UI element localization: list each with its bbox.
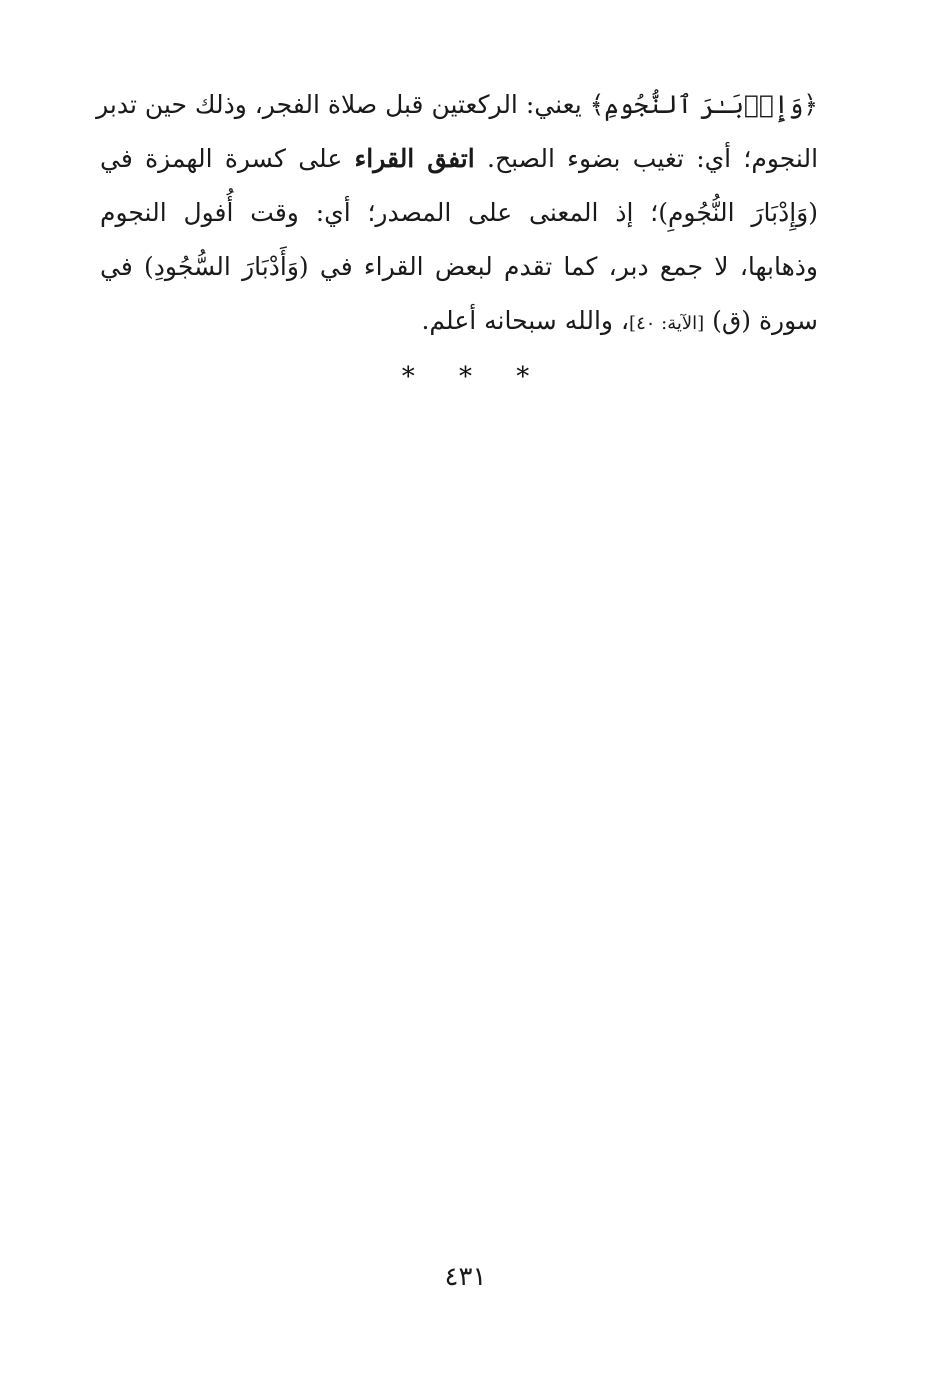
line-text: على كسرة الهمزة في	[100, 144, 355, 173]
line-text: ، والله سبحانه أعلم.	[421, 306, 630, 335]
line-text: سورة (ق)	[704, 306, 818, 335]
text-line-2	[100, 132, 818, 186]
verse-reference: [الآية: ٤٠]	[629, 313, 705, 334]
text-line-3	[100, 186, 818, 240]
section-separator: * * *	[401, 362, 548, 392]
quran-phrase: ﴿وَإِدۡبَـٰرَ ٱلنُّجُومِ﴾	[589, 90, 818, 119]
text-line-1	[96, 78, 818, 132]
text-line-4	[100, 240, 818, 294]
text-line-5	[100, 294, 818, 348]
bold-phrase: اتفق القراء	[354, 144, 475, 173]
line-text: (وَإِدْبَارَ النُّجُومِ)؛ إذ المعنى على المصدر؛ أي: وقت أُفول النجوم	[100, 198, 818, 227]
line-text: وذهابها، لا جمع دبر، كما تقدم لبعض القراء في (وَأَدْبَارَ السُّجُودِ) في	[100, 252, 818, 281]
body-paragraph	[96, 78, 819, 348]
line-text: النجوم؛ أي: تغيب بضوء الصبح.	[474, 144, 819, 173]
page-number: ٤٣١	[444, 1262, 487, 1292]
line-text: يعني: الركعتين قبل صلاة الفجر، وذلك حين تدبر	[96, 90, 590, 119]
